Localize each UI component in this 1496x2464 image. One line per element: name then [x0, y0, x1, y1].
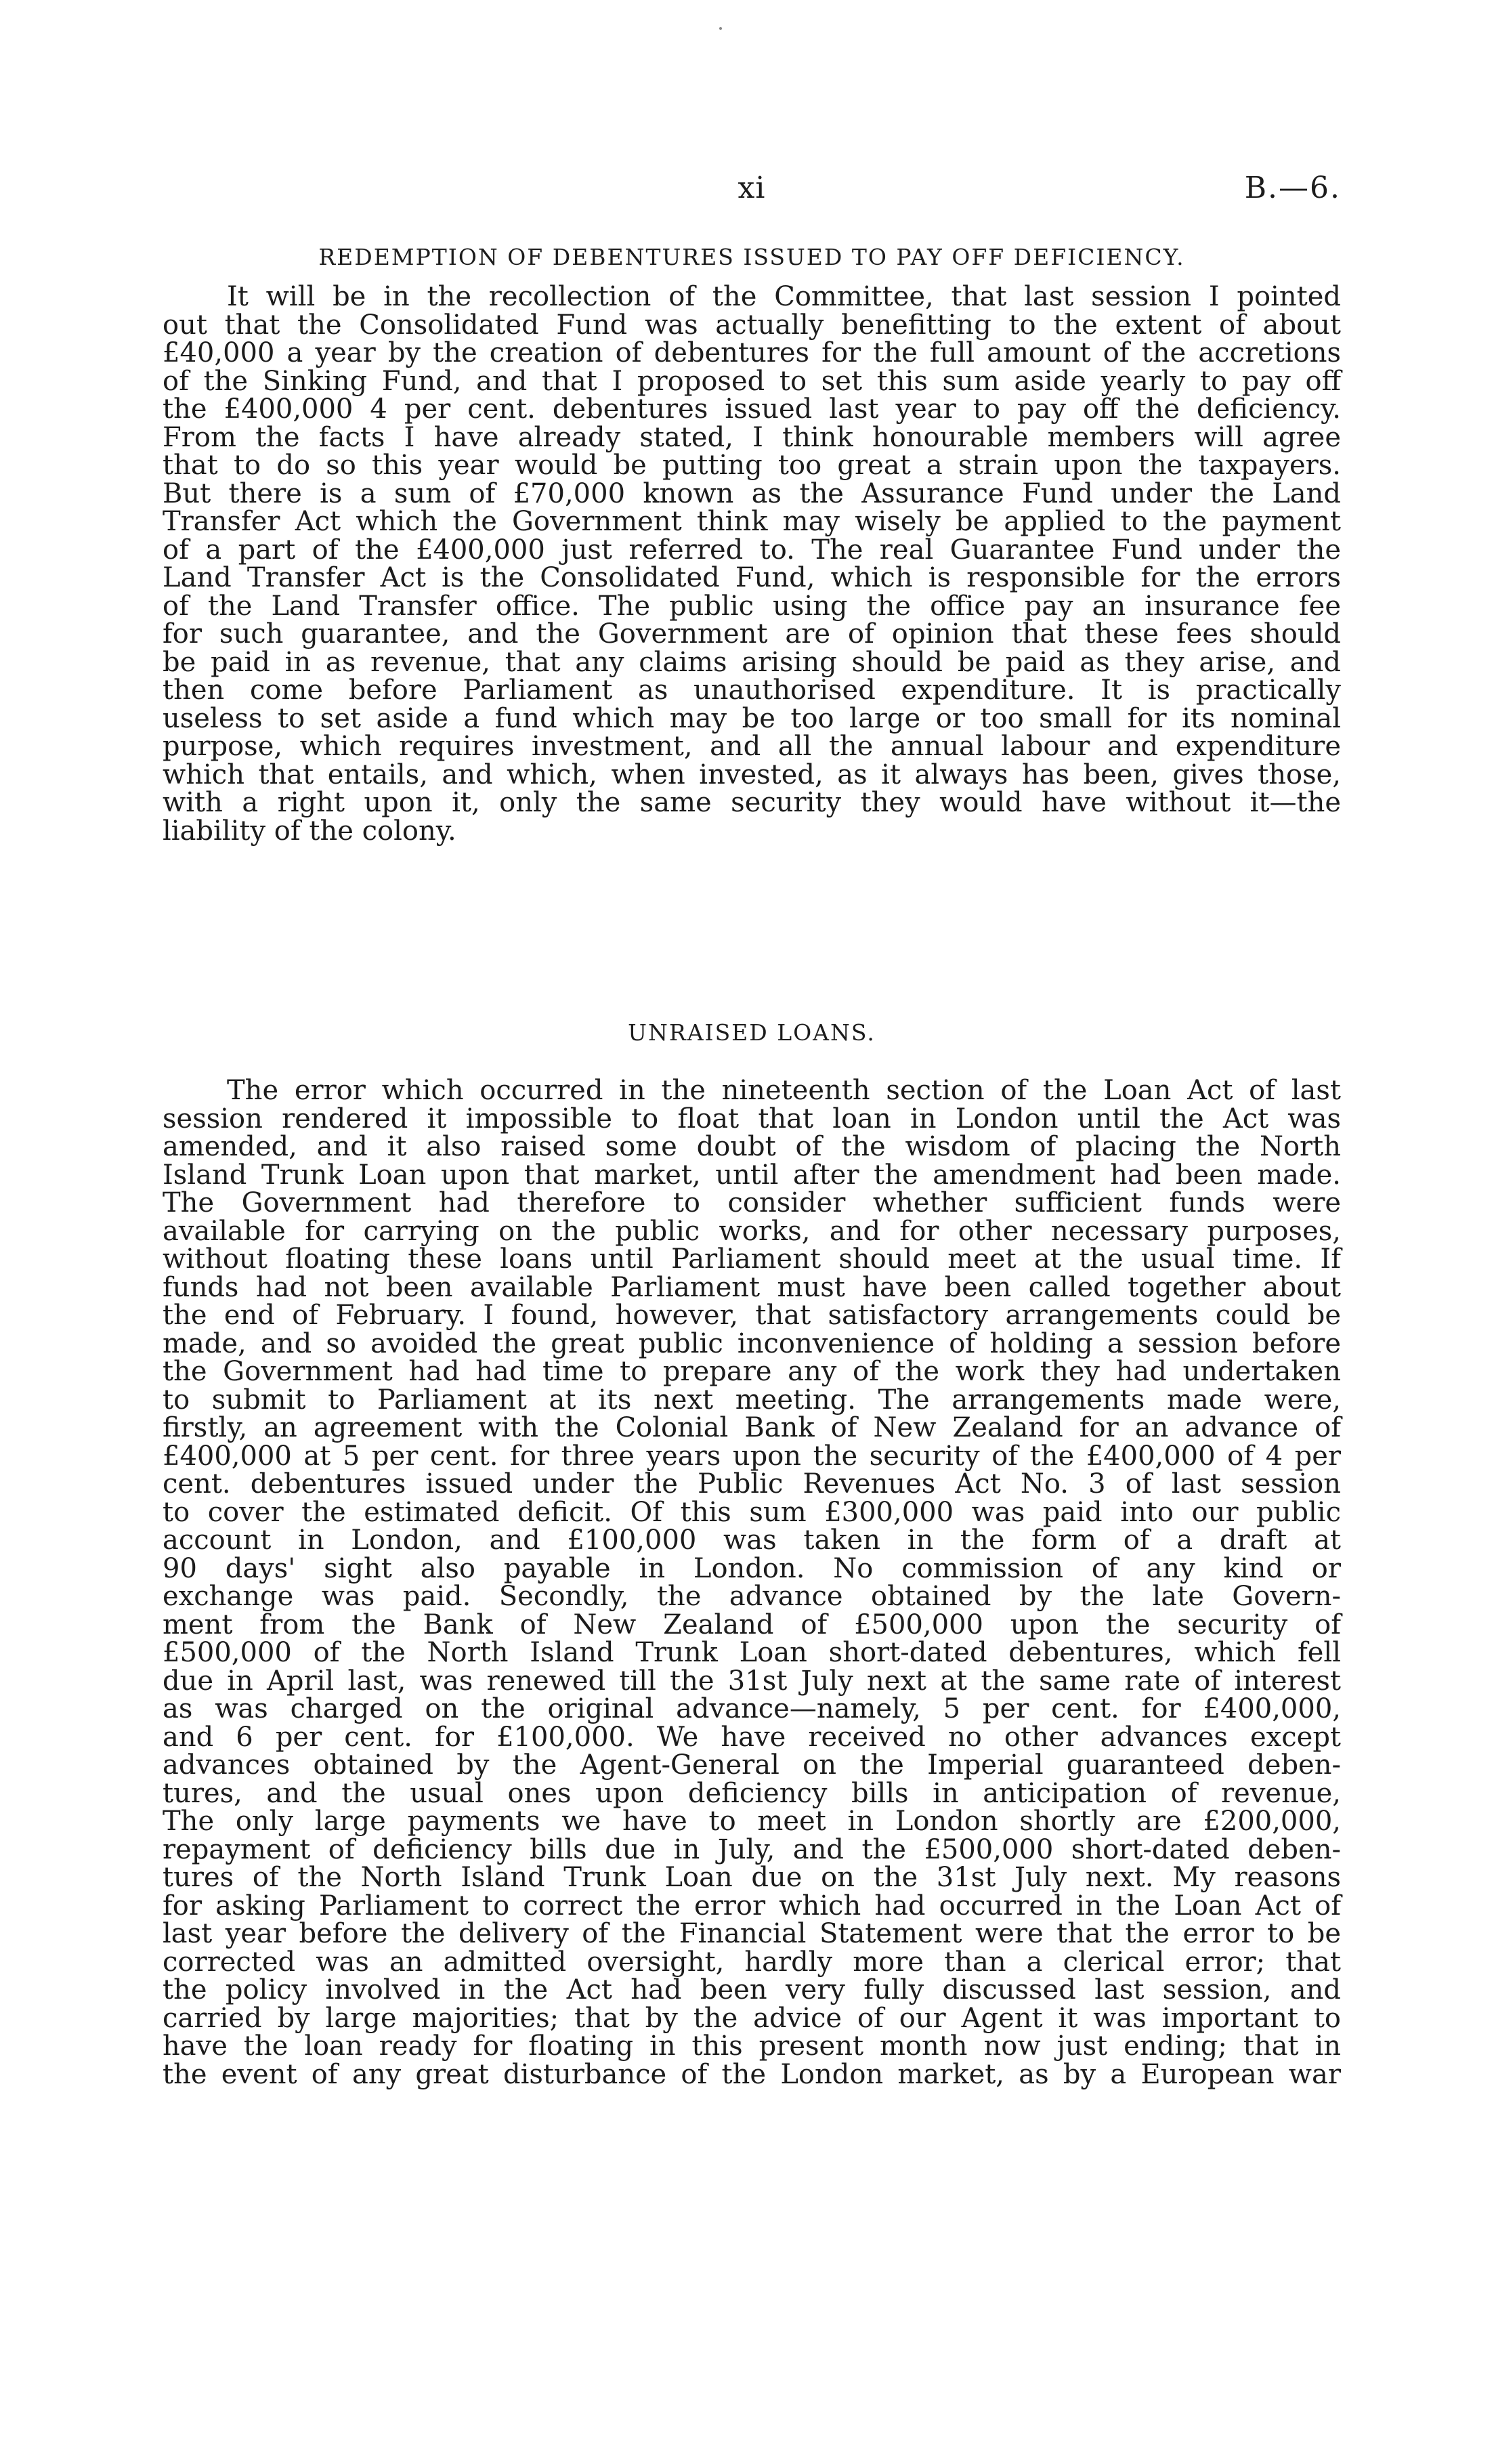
text-line: made, and so avoided the great public inconvenience of holding a session before: [163, 1327, 1341, 1359]
text-line: to cover the estimated deficit. Of this sum £300,000 was paid into our public: [163, 1496, 1341, 1528]
document-reference: B.—6.: [1244, 171, 1341, 205]
text-line: It will be in the recollection of the Committee, that last session I pointed: [227, 281, 1341, 312]
text-line: advances obtained by the Agent-General on the Imperial guaranteed deben-: [163, 1749, 1341, 1781]
text-line: tures of the North Island Trunk Loan due on the 31st July next. My reasons: [163, 1862, 1341, 1893]
text-line: of the Land Transfer office. The public using the office pay an insurance fee: [163, 590, 1341, 622]
text-line: the policy involved in the Act had been very fully discussed last session, and: [163, 1974, 1341, 2005]
text-line: session rendered it impossible to float that loan in London until the Act was: [163, 1103, 1341, 1134]
text-line: But there is a sum of £70,000 known as the Assurance Fund under the Land: [163, 477, 1341, 509]
text-line: amended, and it also raised some doubt of the wisdom of placing the North: [163, 1131, 1341, 1162]
text-line: carried by large majorities; that by the advice of our Agent it was important to: [163, 2002, 1341, 2034]
text-line: cent. debentures issued under the Public Revenues Act No. 3 of last session: [163, 1468, 1341, 1500]
text-line: the Government had had time to prepare any of the work they had undertaken: [163, 1356, 1341, 1387]
text-line: have the loan ready for floating in this present month now just ending; that in: [163, 2031, 1341, 2062]
text-line: Island Trunk Loan upon that market, until after the amendment had been made.: [163, 1159, 1341, 1191]
text-line: funds had not been available Parliament must have been called together about: [163, 1271, 1341, 1303]
text-line: £400,000 at 5 per cent. for three years upon the security of the £400,000 of 4 per: [163, 1440, 1341, 1472]
text-line: Transfer Act which the Government think may wisely be applied to the payment: [163, 506, 1341, 537]
text-line: 90 days' sight also payable in London. No commission of any kind or: [163, 1552, 1341, 1584]
text-line: ment from the Bank of New Zealand of £500,000 upon the security of: [163, 1609, 1341, 1640]
text-line: of the Sinking Fund, and that I proposed to set this sum aside yearly to pay off: [163, 365, 1341, 397]
text-line: be paid in as revenue, that any claims arising should be paid as they arise, and: [163, 646, 1341, 678]
text-line: purpose, which requires investment, and all the annual labour and expenditure: [163, 731, 1341, 762]
text-line: out that the Consolidated Fund was actually benefitting to the extent of about: [163, 309, 1341, 341]
text-line: the event of any great disturbance of the London market, as by a European war: [163, 2058, 1341, 2090]
text-line: useless to set aside a fund which may be too large or too small for its nominal: [163, 702, 1341, 734]
text-line: due in April last, was renewed till the 31st July next at the same rate of interest: [163, 1665, 1341, 1697]
text-line: that to do so this year would be putting too great a strain upon the taxpayers.: [163, 450, 1341, 481]
text-line: tures, and the usual ones upon deficiency bills in anticipation of revenue,: [163, 1777, 1341, 1809]
text-line: exchange was paid. Secondly, the advance obtained by the late Govern-: [163, 1581, 1341, 1612]
running-header: [163, 168, 1341, 209]
text-line: which that entails, and which, when invested, as it always has been, gives those,: [163, 759, 1341, 790]
text-line: the end of February. I found, however, that satisfactory arrangements could be: [163, 1300, 1341, 1331]
paragraph-redemption: [163, 283, 1341, 845]
text-line: without floating these loans until Parliament should meet at the usual time. If: [163, 1244, 1341, 1275]
text-line: Land Transfer Act is the Consolidated Fund, which is responsible for the errors: [163, 562, 1341, 593]
text-line: corrected was an admitted oversight, hardly more than a clerical error; that: [163, 1946, 1341, 1978]
section-heading-unraised-loans: UNRAISED LOANS.: [628, 1019, 876, 1046]
text-line: then come before Parliament as unauthorised expenditure. It is practically: [163, 675, 1341, 706]
text-line: account in London, and £100,000 was taken in the form of a draft at: [163, 1525, 1341, 1556]
text-line: liability of the colony.: [163, 815, 456, 847]
text-line: last year before the delivery of the Financial Statement were that the error to be: [163, 1918, 1341, 1949]
text-line: for asking Parliament to correct the error which had occurred in the Loan Act of: [163, 1890, 1341, 1921]
text-line: of a part of the £400,000 just referred to. The real Guarantee Fund under the: [163, 534, 1341, 566]
text-line: From the facts I have already stated, I think honourable members will agree: [163, 421, 1341, 453]
text-line: with a right upon it, only the same security they would have without it—the: [163, 787, 1341, 818]
text-line: the £400,000 4 per cent. debentures issued last year to pay off the deficiency.: [163, 394, 1341, 425]
section-heading-redemption: REDEMPTION OF DEBENTURES ISSUED TO PAY OFF DEFICIENCY.: [318, 244, 1185, 270]
text-line: £500,000 of the North Island Trunk Loan short-dated debentures, which fell: [163, 1637, 1341, 1668]
text-line: repayment of deficiency bills due in July, and the £500,000 short-dated deben-: [163, 1833, 1341, 1865]
page-number: xi: [738, 171, 766, 205]
text-line: and 6 per cent. for £100,000. We have received no other advances except: [163, 1721, 1341, 1753]
text-line: The only large payments we have to meet in London shortly are £200,000,: [163, 1806, 1341, 1837]
text-line: for such guarantee, and the Government are of opinion that these fees should: [163, 618, 1341, 650]
text-line: as was charged on the original advance—namely, 5 per cent. for £400,000,: [163, 1693, 1341, 1724]
ink-speck-mark: [719, 27, 722, 30]
paragraph-unraised-loans: [163, 1077, 1341, 2089]
text-line: The error which occurred in the nineteenth section of the Loan Act of last: [227, 1075, 1341, 1106]
text-line: available for carrying on the public works, and for other necessary purposes,: [163, 1215, 1341, 1247]
text-line: firstly, an agreement with the Colonial Bank of New Zealand for an advance of: [163, 1412, 1341, 1443]
text-line: £40,000 a year by the creation of debentures for the full amount of the accretions: [163, 337, 1341, 368]
text-line: to submit to Parliament at its next meeting. The arrangements made were,: [163, 1384, 1341, 1416]
text-line: The Government had therefore to consider whether sufficient funds were: [163, 1187, 1341, 1218]
